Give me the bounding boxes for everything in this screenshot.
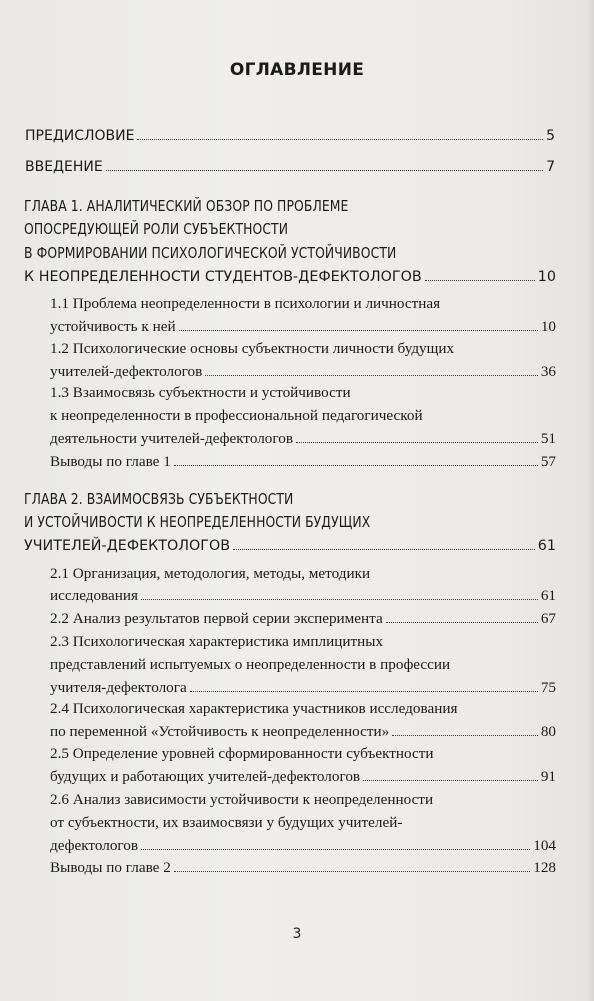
entry-page: 57: [540, 453, 556, 470]
entry-page: 61: [540, 587, 556, 604]
section-1-3-line-1: 1.3 Взаимосвязь субъектности и устойчивости: [50, 384, 351, 401]
chapter-2-conclusions: [50, 858, 556, 878]
section-2-1-last-line: [50, 586, 556, 606]
entry-text: Выводы по главе 2: [50, 859, 171, 876]
entry-text: 2.2 Анализ результатов первой серии эксперимента: [50, 610, 383, 627]
entry-page: 10: [537, 269, 556, 285]
dot-leader: [179, 330, 538, 331]
chapter-1-last-line: [24, 267, 556, 287]
entry-text: по переменной «Устойчивость к неопределенности»: [50, 723, 390, 740]
entry-page: 91: [540, 768, 556, 785]
dot-leader: [296, 442, 538, 443]
entry-page: 128: [533, 859, 556, 876]
entry-page: 67: [540, 610, 556, 627]
dot-leader: [174, 871, 530, 872]
section-2-5-line-1: 2.5 Определение уровней сформированности субъектности: [50, 745, 434, 762]
chapter-2-line-2: И УСТОЙЧИВОСТИ К НЕОПРЕДЕЛЕННОСТИ БУДУЩИХ: [24, 514, 371, 531]
section-2-4-line-1: 2.4 Психологическая характеристика участников исследования: [50, 700, 458, 717]
toc-entry-intro: [25, 157, 555, 177]
entry-page: 5: [546, 128, 555, 144]
dot-leader: [106, 170, 543, 171]
entry-page: 75: [540, 679, 556, 696]
section-2-4-last-line: [50, 722, 556, 742]
entry-text: исследования: [50, 587, 139, 604]
section-2-3-last-line: [50, 678, 556, 698]
section-2-5-last-line: [50, 767, 556, 787]
section-2-6-line-2: от субъектности, их взаимосвязи у будущих учителей-: [50, 814, 403, 831]
section-1-2-last-line: [50, 362, 556, 382]
chapter-1-line-2: ОПОСРЕДУЮЩЕЙ РОЛИ СУБЪЕКТНОСТИ: [24, 221, 289, 238]
entry-page: 51: [540, 430, 556, 447]
chapter-1-line-1: ГЛАВА 1. АНАЛИТИЧЕСКИЙ ОБЗОР ПО ПРОБЛЕМЕ: [24, 198, 349, 215]
section-2-6-last-line: [50, 836, 556, 856]
section-2-6-line-1: 2.6 Анализ зависимости устойчивости к неопределенности: [50, 791, 434, 808]
entry-text: дефектологов: [50, 837, 139, 854]
entry-text: учителей-дефектологов: [50, 363, 203, 380]
dot-leader: [233, 549, 535, 550]
entry-page: 36: [540, 363, 556, 380]
entry-page: 104: [533, 837, 556, 854]
entry-page: 61: [537, 538, 556, 554]
section-1-1-last-line: [50, 317, 556, 337]
section-2-2-last-line: [50, 609, 556, 629]
dot-leader: [392, 735, 538, 736]
entry-text: учителя-дефектолога: [50, 679, 187, 696]
dot-leader: [141, 599, 538, 600]
toc-title: ОГЛАВЛЕНИЕ: [229, 60, 365, 80]
toc-entry-preface: [25, 126, 555, 146]
entry-text: УЧИТЕЛЕЙ-ДЕФЕКТОЛОГОВ: [24, 538, 231, 554]
page-edge-shadow: [586, 0, 594, 1001]
section-2-1-line-1: 2.1 Организация, методология, методы, методики: [50, 565, 371, 582]
entry-text: ВВЕДЕНИЕ: [25, 159, 103, 175]
entry-page: 80: [540, 723, 556, 740]
dot-leader: [425, 280, 535, 281]
page-number: 3: [292, 926, 302, 942]
entry-text: К НЕОПРЕДЕЛЕННОСТИ СТУДЕНТОВ-ДЕФЕКТОЛОГОВ: [24, 269, 422, 285]
section-2-3-line-2: представлений испытуемых о неопределенности в профессии: [50, 656, 451, 673]
section-1-2-line-1: 1.2 Психологические основы субъектности личности будущих: [50, 340, 455, 357]
entry-page: 7: [546, 159, 555, 175]
chapter-1-line-3: В ФОРМИРОВАНИИ ПСИХОЛОГИЧЕСКОЙ УСТОЙЧИВОСТИ: [24, 245, 397, 262]
entry-text: деятельности учителей-дефектологов: [50, 430, 294, 447]
section-1-3-line-2: к неопределенности в профессиональной педагогической: [50, 407, 423, 424]
entry-text: устойчивость к ней: [50, 318, 176, 335]
dot-leader: [386, 622, 538, 623]
dot-leader: [141, 849, 530, 850]
entry-text: Выводы по главе 1: [50, 453, 171, 470]
chapter-2-last-line: [24, 536, 556, 556]
dot-leader: [205, 375, 538, 376]
section-2-3-line-1: 2.3 Психологическая характеристика имплицитных: [50, 633, 384, 650]
entry-text: будущих и работающих учителей-дефектологов: [50, 768, 361, 785]
entry-text: ПРЕДИСЛОВИЕ: [25, 128, 135, 144]
dot-leader: [174, 465, 538, 466]
section-1-3-last-line: [50, 429, 556, 449]
dot-leader: [190, 691, 538, 692]
section-1-1-line-1: 1.1 Проблема неопределенности в психологии и личностная: [50, 295, 441, 312]
dot-leader: [137, 139, 543, 140]
chapter-1-conclusions: [50, 452, 556, 472]
entry-page: 10: [540, 318, 556, 335]
dot-leader: [363, 780, 538, 781]
chapter-2-line-1: ГЛАВА 2. ВЗАИМОСВЯЗЬ СУБЪЕКТНОСТИ: [24, 491, 294, 508]
